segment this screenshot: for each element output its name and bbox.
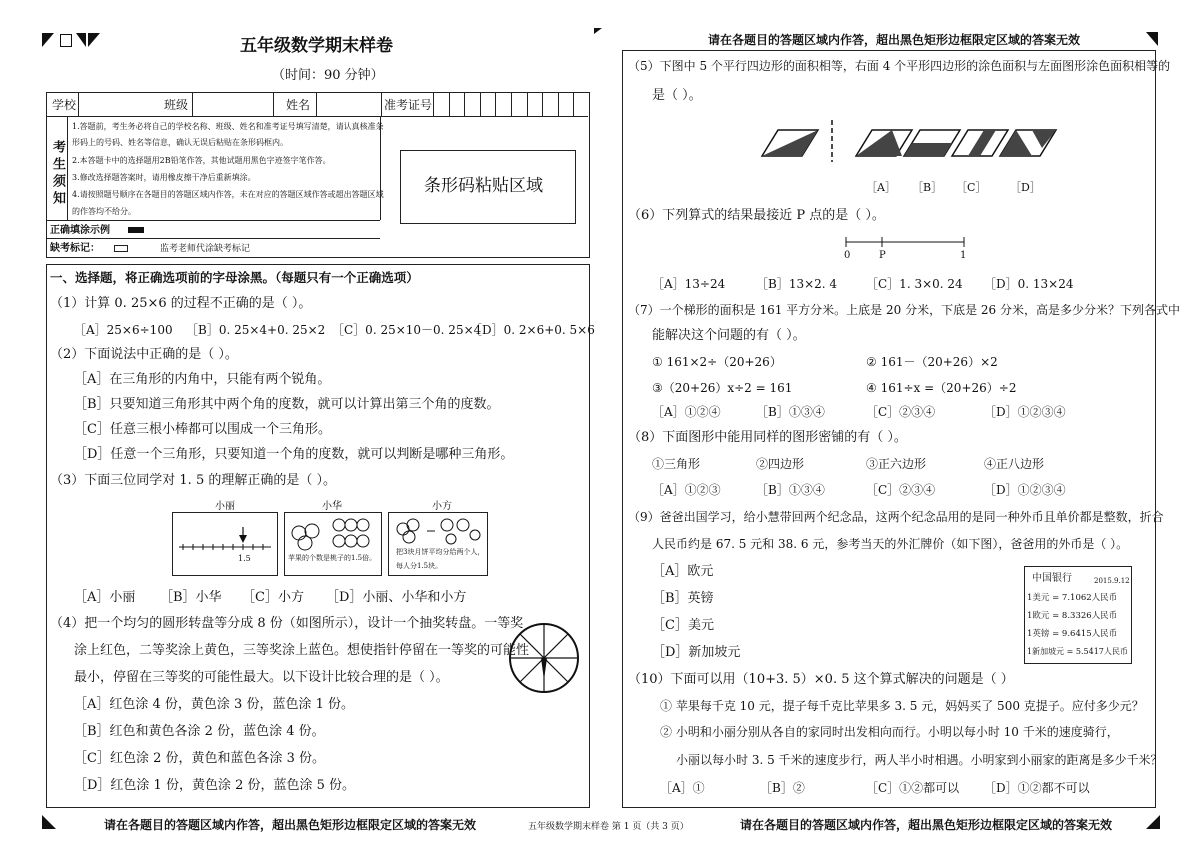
q7-option-a[interactable]: ［A］①②④ [652,405,721,419]
q2-stem: （2）下面说法中正确的是（ ）。 [50,347,238,362]
q3-option-a[interactable]: ［A］小丽 [74,590,136,605]
corner-marker [1146,32,1158,46]
q6-option-c[interactable]: ［C］1. 3×0. 24 [866,277,963,291]
q8-option-d[interactable]: ［D］①②③④ [984,483,1066,497]
exam-title: 五年级数学期末样卷 [240,36,393,56]
q5-option-d[interactable]: ［D］ [1010,181,1041,194]
corner-marker [594,28,602,34]
q10-option-a[interactable]: ［A］① [660,781,705,795]
class-field[interactable] [192,92,274,116]
notice-line: 形码上的号码、姓名等信息，确认无误后粘贴在条形码框内。 [72,138,288,147]
rate-row: 1欧元 = 8.3326人民币 [1027,611,1118,621]
q4-option-b[interactable]: ［B］红色和黄色各涂 2 份，蓝色涂 4 份。 [74,724,325,739]
q6-stem: （6）下列算式的结果最接近 P 点的是（ ）。 [628,208,885,223]
q6-option-a[interactable]: ［A］13÷24 [652,277,726,291]
rate-row: 1新加坡元 = 5.5417人民币 [1027,647,1128,656]
q5-line1: （5）下图中 5 个平行四边形的面积相等，右面 4 个平形四边形的涂色面积与左面图形涂色面积相等的 [628,59,1171,73]
q7-option-b[interactable]: ［B］①③④ [756,405,825,419]
q5-option-a[interactable]: ［A］ [866,181,896,194]
q1-option-b[interactable]: ［B］0. 25×4+0. 25×2 [186,323,326,337]
q3-xiaofang-text2: 每人分1.5块。 [396,562,443,570]
q7-item-1: ① 161×2÷（20+26） [652,355,782,369]
q9-option-c[interactable]: ［C］美元 [652,618,714,633]
top-warning: 请在各题目的答题区域内作答，超出黑色矩形边框限定区域的答案无效 [708,33,1081,47]
q8-stem: （8）下面图形中能用同样的图形密铺的有（ ）。 [628,430,907,445]
q3-xiaohua-figure [284,512,382,576]
q7-line1: （7）一个梯形的面积是 161 平方分米。上底是 20 分米，下底是 26 分米，高是多少分米？下列各式中 [628,303,1180,317]
q10-item-1: ① 苹果每千克 10 元，提子每千克比苹果多 3. 5 元，妈妈买了 500 克提子。应付多少元？ [660,699,1144,713]
q8-option-a[interactable]: ［A］①②③ [652,483,721,497]
exam-time: （时间：90 分钟） [272,68,384,83]
q4-line: 涂上红色，二等奖涂上黄色，三等奖涂上蓝色。想使指针停留在一等奖的可能性 [74,643,530,658]
q3-xiaohua-text: 苹果的个数是桃子的1.5倍。 [288,554,377,562]
q3-xiaoli-figure [172,512,278,576]
q5-parallelograms [752,118,1062,164]
q8-option-c[interactable]: ［C］②③④ [866,483,936,497]
q10-option-d[interactable]: ［D］①②都不可以 [984,781,1090,795]
q1-stem: （1）计算 0. 25×6 的过程不正确的是（ ）。 [50,296,312,311]
absent-note: 监考老师代涂缺考标记 [160,244,251,254]
corner-marker [60,34,72,47]
notice-line: 3.修改选择题答案时，请用橡皮擦干净后重新填涂。 [72,173,256,182]
q6-option-b[interactable]: ［B］13×2. 4 [756,277,838,291]
q3-numline-label: 1.5 [238,554,251,563]
q10-item-2a: ② 小明和小丽分别从各自的家同时出发相向而行。小明以每小时 10 千米的速度骑行， [660,725,1119,739]
corner-marker [88,33,100,47]
q1-option-c[interactable]: ［C］0. 25×10－0. 25×4 [332,323,482,337]
q4-option-a[interactable]: ［A］红色涂 4 份，黄色涂 3 份，蓝色涂 1 份。 [74,697,354,712]
bottom-warning-right: 请在各题目的答题区域内作答，超出黑色矩形边框限定区域的答案无效 [740,818,1113,832]
page-footer: 五年级数学期末样卷 第 1 页（共 3 页） [528,822,689,832]
q9-line2: 人民币约是 67. 5 元和 38. 6 元，参考当天的外汇牌价（如下图），爸爸用的外币是（ ）。 [652,537,1129,551]
q3-name-xiaofang: 小方 [432,501,452,512]
q4-option-c[interactable]: ［C］红色涂 2 份，黄色和蓝色各涂 3 份。 [74,751,326,766]
school-field[interactable] [78,92,161,116]
spinner-pointer [541,658,547,680]
q2-option-b[interactable]: ［B］只要知道三角形其中两个角的度数，就可以计算出第三个角的度数。 [74,397,500,412]
q1-option-a[interactable]: ［A］25×6÷100 [74,323,173,337]
notice-line: 1.答题前，考生务必将自己的学校名称、班级、姓名和准考证号填写清楚，请认真核准条 [72,122,384,131]
fruit-figure [285,513,381,557]
rate-row: 1美元 = 7.1062人民币 [1027,593,1118,603]
bank-name: 中国银行 [1032,573,1072,584]
q7-option-c[interactable]: ［C］②③④ [866,405,936,419]
q3-option-d[interactable]: ［D］小丽、小华和小方 [326,590,467,605]
q7-option-d[interactable]: ［D］①②③④ [984,405,1066,419]
notice-title: 考生须知 [46,116,68,220]
q7-line2: 能解决这个问题的有（ ）。 [652,328,806,343]
q7-item-3: ③（20+26）x÷2 = 161 [652,381,793,395]
corner-marker [42,33,54,47]
q4-line: 最小，停留在三等奖的可能性最大。以下设计比较合理的是（ ）。 [74,670,449,685]
notice-line: 2.本答题卡中的选择题用2B铅笔作答，其他试题用黑色字迹签字笔作答。 [72,156,331,165]
q2-option-c[interactable]: ［C］任意三根小棒都可以围成一个三角形。 [74,422,331,437]
exam-id-label: 准考证号 [384,98,433,112]
q5-line2: 是（ ）。 [652,88,702,103]
q6-axis-0: 0 [844,250,851,261]
fill-example-label: 正确填涂示例 [50,225,110,236]
q3-option-b[interactable]: ［B］小华 [160,590,222,605]
notice-line: 的作答均不给分。 [72,207,136,216]
q8-option-b[interactable]: ［B］①③④ [756,483,825,497]
q10-option-b[interactable]: ［B］② [760,781,805,795]
number-line-figure [173,513,277,575]
rate-row: 1英镑 = 9.6415人民币 [1027,629,1118,639]
notice-line: 4.请按照题号顺序在各题目的答题区域内作答，未在对应的答题区域作答或超出答题区域 [72,190,384,199]
q3-name-xiaoli: 小丽 [215,501,235,512]
q8-item-2: ②四边形 [756,457,805,471]
name-label: 姓名 [286,98,311,112]
absent-mark-box[interactable] [114,245,128,252]
school-label: 学校 [52,98,77,112]
q10-item-2b: 小丽以每小时 3. 5 千米的速度步行，两人半小时相遇。小明家到小丽家的距离是多少千米？ [676,753,1163,767]
fill-example-mark [128,227,144,233]
q5-option-b[interactable]: ［B］ [912,181,943,194]
q10-stem: （10）下面可以用（10+3. 5）×0. 5 这个算式解决的问题是（ ） [628,672,1014,687]
absent-mark-label: 缺考标记： [50,243,100,254]
barcode-label: 条形码粘贴区域 [424,176,543,196]
q6-axis-1: 1 [960,250,967,261]
mooncake-figure [389,513,487,549]
q8-item-1: ①三角形 [652,457,701,471]
q3-name-xiaohua: 小华 [322,501,342,512]
q2-option-d[interactable]: ［D］任意一个三角形，只要知道一个角的度数，就可以判断是哪种三角形。 [74,447,514,462]
spinner-figure [506,620,582,696]
q7-item-2: ② 161－（20+26）×2 [866,355,998,369]
q6-option-d[interactable]: ［D］0. 13×24 [984,277,1074,291]
q3-xiaofang-text1: 把3块月饼平均分给两个人， [396,548,485,556]
q9-option-b[interactable]: ［B］英镑 [652,591,714,606]
q7-item-4: ④ 161÷x =（20+26）÷2 [866,381,1017,395]
q2-option-a[interactable]: ［A］在三角形的内角中，只能有两个锐角。 [74,372,331,387]
corner-marker [76,33,86,47]
q10-option-c[interactable]: ［C］①②都可以 [866,781,960,795]
q4-option-d[interactable]: ［D］红色涂 1 份，黄色涂 2 份，蓝色涂 5 份。 [74,778,356,793]
q8-item-4: ④正八边形 [984,457,1045,471]
name-field[interactable] [316,92,382,116]
corner-marker [42,815,56,829]
q9-option-d[interactable]: ［D］新加坡元 [652,645,741,660]
q1-option-d[interactable]: ［D］0. 2×6+0. 5×6 [470,323,595,337]
q9-option-a[interactable]: ［A］欧元 [652,564,714,579]
corner-marker [1146,815,1160,829]
bottom-warning-left: 请在各题目的答题区域内作答，超出黑色矩形边框限定区域的答案无效 [104,818,477,832]
section-title: 一、选择题，将正确选项前的字母涂黑。（每题只有一个正确选项） [50,270,419,285]
q8-item-3: ③正六边形 [866,457,927,471]
rate-date: 2015.9.12 [1094,577,1130,585]
q6-axis [842,234,968,250]
q3-stem: （3）下面三位同学对 1. 5 的理解正确的是（ ）。 [50,473,336,488]
q3-option-c[interactable]: ［C］小方 [242,590,304,605]
exam-id-grid[interactable] [433,92,589,116]
class-label: 班级 [164,98,189,112]
q6-axis-p: P [879,250,886,261]
q5-option-c[interactable]: ［C］ [956,181,987,194]
q4-line: （4）把一个均匀的圆形转盘等分成 8 份（如图所示），设计一个抽奖转盘。一等奖 [50,616,524,631]
q9-line1: （9）爸爸出国学习，给小慧带回两个纪念品，这两个纪念品用的是同一种外币且单价都是整数，折合 [628,510,1164,524]
